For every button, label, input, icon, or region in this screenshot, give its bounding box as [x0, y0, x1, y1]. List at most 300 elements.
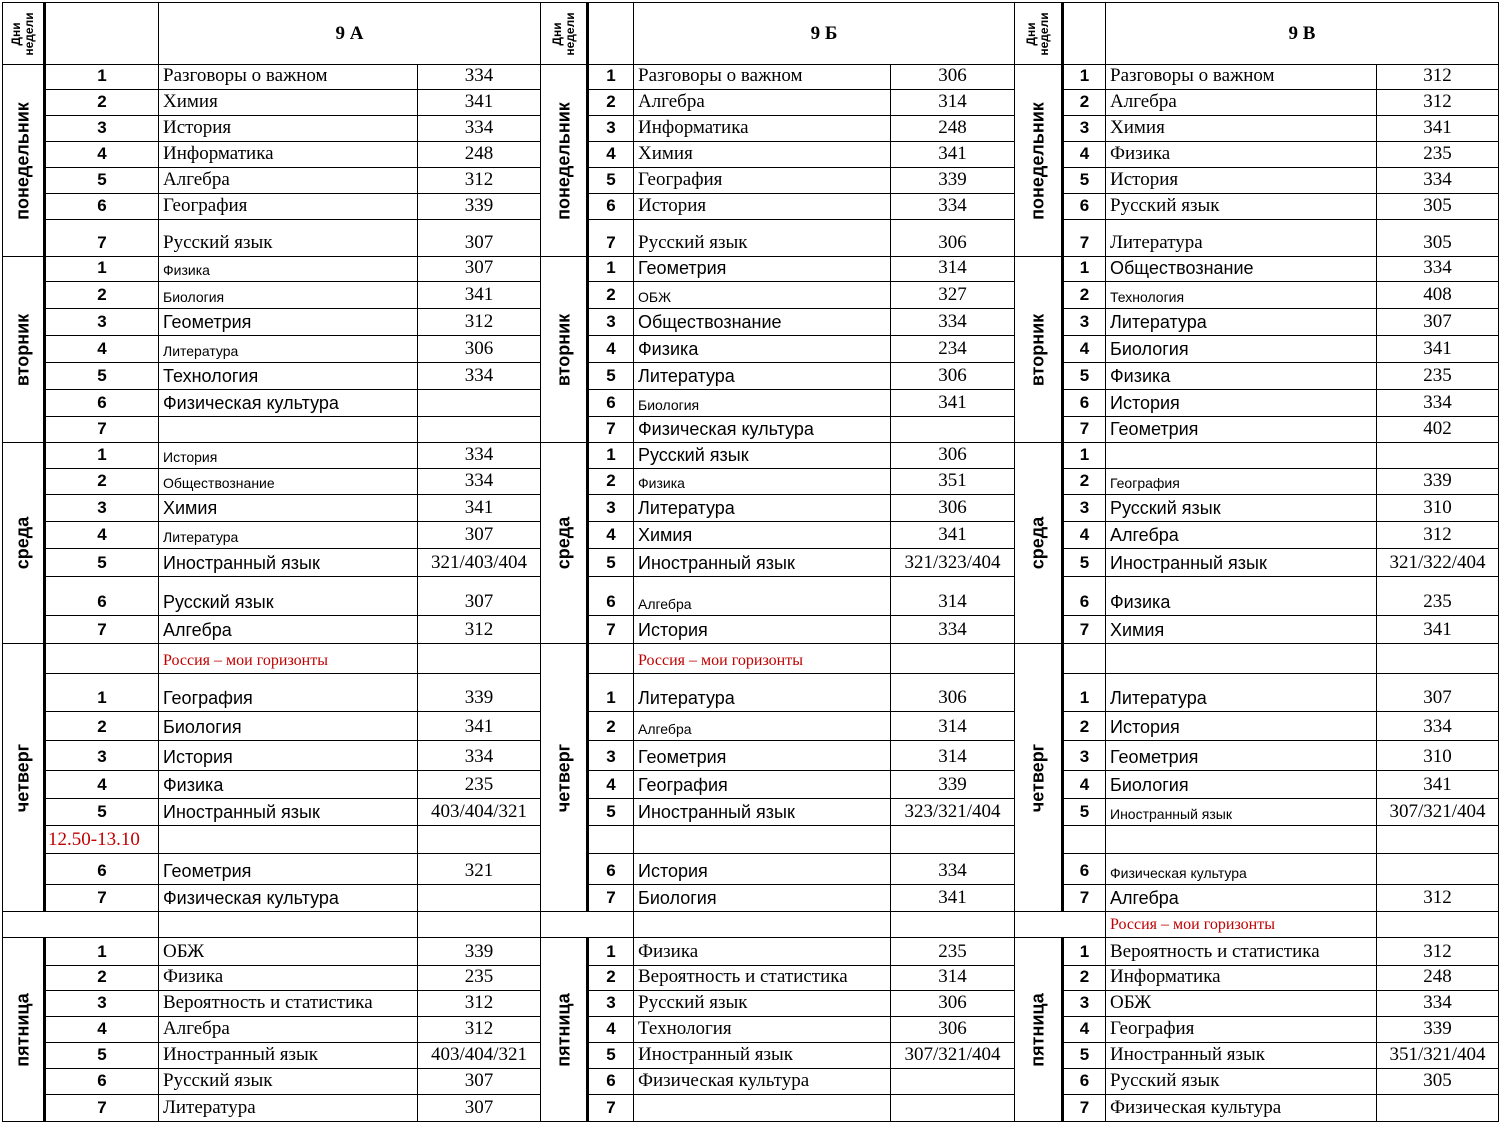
lesson-number: 4	[606, 525, 616, 544]
room-cell	[1376, 89, 1499, 116]
room-cell	[1376, 825, 1499, 854]
subject-name: Вероятность и статистика	[1110, 941, 1320, 962]
subject-name: Иностранный язык	[163, 1044, 319, 1065]
room-cell	[890, 115, 1015, 142]
lesson-number-cell	[588, 416, 634, 443]
lesson-number: 3	[606, 498, 616, 517]
room-cell	[417, 1042, 541, 1069]
class-title-cell	[158, 2, 541, 65]
lesson-number: 1	[1079, 688, 1090, 707]
subject-cell	[1105, 521, 1377, 549]
room-cell	[417, 965, 541, 991]
lesson-number: 3	[97, 498, 107, 517]
lesson-number: 6	[606, 1071, 616, 1090]
subject-cell	[1105, 416, 1377, 443]
subject-name: Геометрия	[638, 747, 727, 767]
lesson-number: 5	[1079, 553, 1090, 572]
lesson-number-cell	[1063, 1094, 1106, 1122]
lesson-number-cell	[45, 167, 159, 194]
lesson-number: 7	[606, 888, 616, 907]
subject-cell	[633, 798, 891, 826]
subject-cell	[1105, 468, 1377, 495]
subject-cell	[158, 193, 418, 220]
subject-cell	[1105, 937, 1377, 966]
subject-cell	[1105, 281, 1377, 309]
lesson-number: 2	[97, 92, 107, 111]
room-cell	[417, 937, 541, 966]
days-header-label: Дни недели	[1023, 11, 1051, 56]
lesson-number: 6	[606, 592, 616, 611]
lesson-number-cell	[588, 1042, 634, 1069]
room-number: 234	[938, 338, 967, 359]
room-cell	[890, 548, 1015, 577]
day-cell	[1014, 64, 1064, 257]
lesson-number: 5	[1079, 170, 1090, 189]
subject-name: Физическая культура	[163, 393, 339, 413]
subject-cell	[633, 825, 891, 854]
subject-name: Химия	[1110, 117, 1165, 138]
lesson-number: 7	[1079, 620, 1090, 639]
lesson-number-cell	[1063, 281, 1106, 309]
room-cell	[1376, 335, 1499, 363]
subject-name: Обществознание	[1110, 258, 1254, 278]
subject-cell	[1105, 141, 1377, 168]
subject-name: Русский язык	[1110, 498, 1221, 518]
room-cell	[1376, 468, 1499, 495]
lesson-number-cell	[1063, 711, 1106, 741]
room-number: 351/321/404	[1389, 1044, 1486, 1065]
subject-cell	[633, 740, 891, 771]
subject-cell	[633, 64, 891, 90]
subject-cell	[633, 615, 891, 644]
subject-cell	[633, 1042, 891, 1069]
days-header-cell	[1014, 2, 1064, 65]
subject-name: Иностранный язык	[1110, 553, 1267, 573]
subject-cell	[158, 1068, 418, 1095]
subject-name: Разговоры о важном	[163, 65, 328, 86]
subject-cell	[1105, 362, 1377, 390]
subject-name: Обществознание	[163, 475, 275, 491]
subject-name: Иностранный язык	[638, 802, 795, 822]
subject-name: Литература	[1110, 312, 1207, 332]
subject-name: ОБЖ	[638, 289, 672, 305]
room-cell	[417, 141, 541, 168]
lesson-number: 4	[97, 775, 107, 794]
subject-name: Физическая культура	[1110, 1097, 1282, 1118]
lesson-number: 6	[97, 861, 107, 880]
lesson-number-cell	[588, 548, 634, 577]
room-number: 341	[464, 284, 494, 305]
subject-name: Русский язык	[163, 232, 273, 253]
lesson-number-cell	[1063, 673, 1106, 712]
lesson-number: 2	[1079, 967, 1090, 986]
room-number: 312	[1423, 524, 1452, 545]
room-number: 307	[464, 257, 494, 278]
lesson-number: 5	[606, 1045, 616, 1064]
subject-name: Литература	[638, 688, 735, 708]
room-number: 334	[464, 746, 494, 767]
lesson-number: 5	[97, 366, 107, 385]
lesson-number-cell	[588, 711, 634, 741]
subject-cell	[1105, 770, 1377, 799]
subject-name: Обществознание	[638, 312, 782, 332]
room-number: 235	[938, 941, 967, 962]
lesson-number: 1	[97, 445, 107, 464]
subject-name: Вероятность и статистика	[638, 966, 848, 987]
room-cell	[417, 219, 541, 257]
lesson-number: 2	[97, 717, 107, 736]
lesson-number-cell	[588, 740, 634, 771]
lesson-number-cell	[45, 711, 159, 741]
subject-name: Иностранный язык	[1110, 806, 1232, 822]
lesson-number-cell	[45, 1068, 159, 1095]
subject-name: Иностранный язык	[1110, 1044, 1266, 1065]
room-number: 307/321/404	[1389, 801, 1486, 822]
subject-cell	[633, 643, 891, 674]
room-cell	[890, 740, 1015, 771]
room-cell	[890, 362, 1015, 390]
lesson-number-cell	[588, 884, 634, 912]
day-label: пятница	[12, 992, 33, 1067]
room-cell	[890, 416, 1015, 443]
room-number: 307	[464, 232, 494, 253]
lesson-number: 2	[606, 471, 616, 490]
number-header-cell	[45, 2, 159, 65]
lesson-number: 4	[1079, 775, 1090, 794]
room-cell	[1376, 1016, 1499, 1043]
subject-name: Информатика	[163, 143, 274, 164]
lesson-number: 6	[1079, 592, 1090, 611]
lesson-number-cell	[588, 64, 634, 90]
day-label: понедельник	[12, 101, 33, 220]
subject-cell	[158, 442, 418, 469]
lesson-number-cell	[45, 1042, 159, 1069]
room-number: 341	[464, 91, 494, 112]
day-cell	[540, 442, 589, 644]
room-number: 341	[938, 143, 967, 164]
subject-cell	[1105, 308, 1377, 336]
subject-name: Алгебра	[163, 620, 232, 640]
room-number: 334	[1423, 392, 1452, 413]
lesson-number: 4	[97, 1019, 107, 1038]
lesson-number: 4	[606, 1019, 616, 1038]
subject-name: Информатика	[1110, 966, 1221, 987]
room-cell	[890, 1042, 1015, 1069]
subject-name: Химия	[638, 143, 693, 164]
room-cell	[890, 615, 1015, 644]
break-time: 12.50-13.10	[48, 829, 140, 850]
room-cell	[417, 911, 541, 938]
subject-name: История	[163, 449, 218, 465]
room-cell	[890, 965, 1015, 991]
day-label: среда	[553, 516, 573, 570]
room-cell	[417, 615, 541, 644]
lesson-number-cell	[45, 884, 159, 912]
subject-cell	[633, 1094, 891, 1122]
lesson-number-cell	[1063, 442, 1106, 469]
lesson-number: 3	[606, 993, 616, 1012]
lesson-number: 1	[97, 258, 107, 277]
lesson-number: 4	[97, 339, 107, 358]
lesson-number-cell	[45, 468, 159, 495]
subject-name: Русский язык	[1110, 1070, 1220, 1091]
room-number: 235	[1423, 143, 1452, 164]
day-cell	[2, 643, 46, 912]
room-cell	[890, 468, 1015, 495]
lesson-number-cell	[45, 521, 159, 549]
lesson-number: 6	[97, 1071, 107, 1090]
lesson-number-cell	[588, 965, 634, 991]
subject-cell	[158, 643, 418, 674]
lesson-number: 1	[1079, 445, 1090, 464]
subject-name: История	[1110, 393, 1180, 413]
room-number: 306	[938, 992, 967, 1013]
subject-cell	[633, 389, 891, 417]
room-cell	[417, 468, 541, 495]
lesson-number: 5	[97, 1045, 107, 1064]
lesson-number: 6	[606, 861, 616, 880]
lesson-number: 6	[606, 196, 616, 215]
room-cell	[417, 770, 541, 799]
day-cell	[540, 64, 589, 257]
room-number: 248	[464, 143, 494, 164]
room-number: 312	[1423, 941, 1452, 962]
room-cell	[1376, 770, 1499, 799]
lesson-number-cell	[1063, 89, 1106, 116]
room-cell	[890, 990, 1015, 1017]
room-cell	[417, 416, 541, 443]
lesson-number-cell	[588, 494, 634, 522]
room-number: 334	[938, 195, 967, 216]
room-number: 334	[938, 860, 967, 881]
room-cell	[417, 389, 541, 417]
room-cell	[890, 64, 1015, 90]
lesson-number-cell	[45, 256, 159, 282]
subject-name: Физика	[638, 339, 699, 359]
room-number: 402	[1423, 418, 1452, 439]
room-number: 334	[464, 365, 494, 386]
subject-cell	[1105, 825, 1377, 854]
lesson-number-cell	[1063, 1068, 1106, 1095]
subject-cell	[1105, 1068, 1377, 1095]
day-label: вторник	[12, 313, 33, 386]
room-number: 321/322/404	[1389, 552, 1486, 573]
room-number: 312	[464, 169, 494, 190]
room-cell	[890, 335, 1015, 363]
lesson-number-cell	[1063, 576, 1106, 616]
subject-name: Русский язык	[1110, 195, 1220, 216]
subject-name: Иностранный язык	[638, 1044, 794, 1065]
lesson-number-cell	[588, 1016, 634, 1043]
room-number: 341	[1423, 619, 1452, 640]
subject-name: Алгебра	[1110, 91, 1177, 112]
room-number: 312	[1423, 65, 1452, 86]
subject-cell	[1105, 615, 1377, 644]
room-cell	[417, 521, 541, 549]
lesson-number: 1	[97, 688, 107, 707]
subject-cell	[158, 990, 418, 1017]
day-label: понедельник	[1027, 101, 1048, 220]
day-label: пятница	[1027, 992, 1048, 1067]
room-cell	[417, 884, 541, 912]
day-cell	[1014, 442, 1064, 644]
subject-name: ОБЖ	[163, 941, 205, 962]
lesson-number-cell	[45, 442, 159, 469]
room-cell	[1376, 521, 1499, 549]
subject-cell	[1105, 576, 1377, 616]
subject-name: Алгебра	[163, 169, 230, 190]
subject-name: Иностранный язык	[163, 553, 320, 573]
subject-name: Физическая культура	[1110, 865, 1247, 881]
lesson-number: 2	[1079, 717, 1090, 736]
room-number: 307	[1423, 311, 1452, 332]
lesson-number: 3	[1079, 498, 1090, 517]
lesson-number-cell	[1014, 911, 1106, 938]
lesson-number: 3	[1079, 118, 1090, 137]
lesson-number: 3	[1079, 747, 1090, 766]
subject-cell	[1105, 911, 1377, 938]
subject-cell	[158, 115, 418, 142]
lesson-number: 5	[606, 553, 616, 572]
lesson-number-cell	[45, 64, 159, 90]
room-number: 306	[938, 1018, 967, 1039]
room-cell	[890, 281, 1015, 309]
day-cell	[540, 256, 589, 443]
subject-name: География	[638, 775, 728, 795]
lesson-number: 6	[1079, 196, 1090, 215]
subject-name: Физика	[163, 966, 224, 987]
lesson-number-cell	[588, 798, 634, 826]
subject-name: Литература	[638, 498, 735, 518]
room-cell	[417, 673, 541, 712]
lesson-number: 7	[1079, 1098, 1090, 1117]
subject-name: Технология	[163, 366, 259, 386]
room-number: 307	[464, 591, 494, 612]
subject-cell	[158, 965, 418, 991]
room-cell	[1376, 965, 1499, 991]
lesson-number: 4	[97, 525, 107, 544]
room-cell	[890, 1016, 1015, 1043]
class-title: 9 А	[335, 22, 364, 44]
room-cell	[1376, 911, 1499, 938]
subject-cell	[1105, 193, 1377, 220]
room-cell	[890, 798, 1015, 826]
subject-cell	[158, 494, 418, 522]
lesson-number: 1	[606, 258, 616, 277]
room-cell	[417, 256, 541, 282]
lesson-number: 1	[1079, 66, 1090, 85]
room-number: 314	[938, 257, 967, 278]
lesson-number: 5	[606, 366, 616, 385]
room-number: 235	[1423, 365, 1452, 386]
lesson-number: 2	[606, 285, 616, 304]
subject-name: ОБЖ	[1110, 992, 1152, 1013]
subject-cell	[158, 798, 418, 826]
lesson-number: 6	[1079, 393, 1090, 412]
subject-name: Литература	[1110, 688, 1207, 708]
subject-name: Геометрия	[1110, 419, 1199, 439]
room-cell	[1376, 576, 1499, 616]
days-header-cell	[540, 2, 589, 65]
subject-name: Алгебра	[163, 1018, 230, 1039]
subject-cell	[158, 853, 418, 885]
day-cell	[2, 256, 46, 443]
subject-cell	[1105, 1094, 1377, 1122]
lesson-number: 4	[606, 144, 616, 163]
lesson-number-cell	[1063, 615, 1106, 644]
lesson-number: 7	[606, 1098, 616, 1117]
lesson-number-cell	[1063, 468, 1106, 495]
lesson-number-cell	[588, 115, 634, 142]
subject-cell	[158, 141, 418, 168]
room-cell	[1376, 740, 1499, 771]
subject-name: Биология	[1110, 339, 1189, 359]
subject-name: Литература	[163, 1097, 256, 1118]
lesson-number-cell	[45, 825, 159, 854]
room-number: 339	[1423, 470, 1452, 491]
room-cell	[1376, 937, 1499, 966]
room-number: 339	[1423, 1018, 1452, 1039]
room-cell	[417, 89, 541, 116]
lesson-number-cell	[1063, 965, 1106, 991]
lesson-number-cell	[45, 389, 159, 417]
subject-name: Русский язык	[163, 592, 274, 612]
lesson-number: 3	[1079, 993, 1090, 1012]
room-number: 306	[938, 365, 967, 386]
subject-name: Алгебра	[638, 91, 705, 112]
subject-name: Литература	[1110, 232, 1203, 253]
subject-name: Иностранный язык	[163, 802, 320, 822]
lesson-number: 3	[97, 118, 107, 137]
lesson-number: 3	[97, 993, 107, 1012]
subject-cell	[158, 256, 418, 282]
days-header-label: Дни недели	[8, 11, 36, 56]
subject-name: География	[1110, 1018, 1195, 1039]
room-cell	[417, 494, 541, 522]
room-cell	[417, 115, 541, 142]
subject-name: Химия	[1110, 620, 1165, 640]
room-cell	[1376, 884, 1499, 912]
room-number: 312	[1423, 887, 1452, 908]
room-number: 339	[938, 169, 967, 190]
room-cell	[1376, 389, 1499, 417]
lesson-number-cell	[588, 219, 634, 257]
subject-cell	[633, 416, 891, 443]
room-number: 314	[938, 716, 967, 737]
room-number: 310	[1423, 497, 1452, 518]
room-cell	[1376, 494, 1499, 522]
lesson-number-cell	[588, 643, 634, 674]
subject-cell	[1105, 115, 1377, 142]
lesson-number-cell	[588, 193, 634, 220]
room-cell	[1376, 167, 1499, 194]
room-cell	[1376, 548, 1499, 577]
subject-name: Химия	[638, 525, 693, 545]
lesson-number-cell	[588, 521, 634, 549]
subject-name: Биология	[163, 289, 225, 305]
lesson-number-cell	[588, 853, 634, 885]
lesson-number: 3	[97, 312, 107, 331]
subject-cell	[158, 937, 418, 966]
room-number: 235	[464, 774, 494, 795]
lesson-number-cell	[45, 335, 159, 363]
room-cell	[417, 643, 541, 674]
day-label: среда	[12, 516, 33, 570]
subject-cell	[633, 1068, 891, 1095]
lesson-number: 7	[1079, 888, 1090, 907]
subject-name: Геометрия	[163, 861, 252, 881]
room-cell	[890, 521, 1015, 549]
